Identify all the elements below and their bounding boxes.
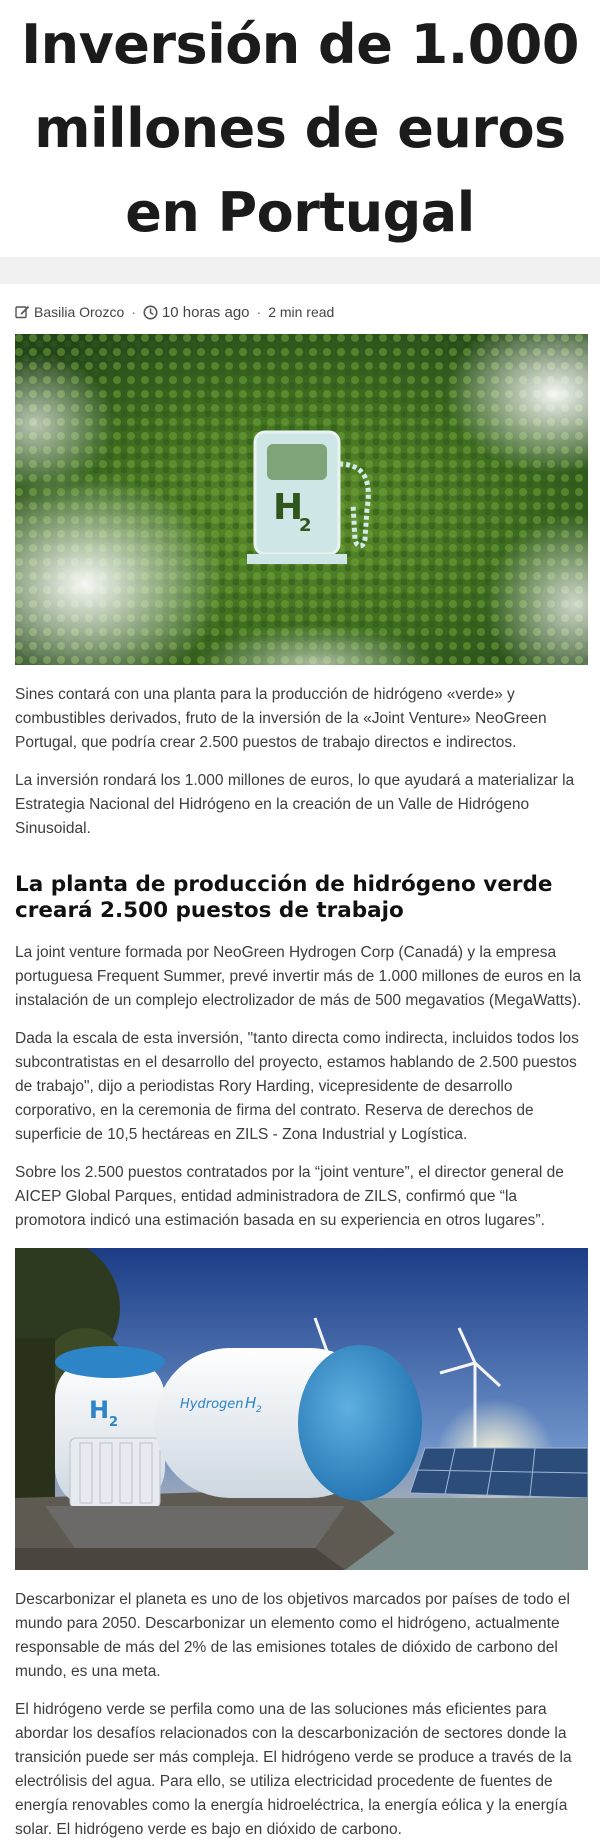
hydrogen-tanks-image	[15, 1248, 588, 1570]
tank-h2-label: H	[89, 1396, 110, 1424]
paragraph: Descarbonizar el planeta es uno de los objetivos marcados por países de todo el mundo para 2050. Descarbonizar un elemento como el hidrógeno, actualmente responsable de más del 2% de las emisiones totales de dióxido de carbono del mundo, es una meta.	[15, 1591, 570, 1680]
paragraph: Dada la escala de esta inversión, "tanto directa como indirecta, incluidos todos los subcontratistas en el desarrollo del proyecto, estamos hablando de 2.500 puestos de trabajo", dijo a periodistas Rory Harding, vicepresidente de desarrollo corporativo, en la ceremonia de firma del contrato. Reserva de derechos de superficie de 10,5 hectáreas en ZILS - Zona Industrial y Logística.	[15, 1030, 579, 1143]
paragraph: El hidrógeno verde se perfila como una de las soluciones más eficientes para abordar los desafíos relacionados con la descarbonización de sectores donde la transición puede ser más compleja. El hidrógeno verde se produce a través de la electrólisis del agua. Para ello, se utiliza electricidad procedente de fuentes de energía renovables como la energía hidroeléctrica, la energía eólica y la energía solar. El hidrógeno verde es bajo en dióxido de carbono.	[15, 1701, 572, 1838]
hydrogen-forest-image	[15, 334, 588, 665]
hero-divider-band	[0, 257, 600, 284]
publish-time: 10 horas ago	[161, 303, 250, 321]
hero-banner	[0, 0, 600, 257]
article-title: Inversión de 1.000 millones de euros en Portugal	[21, 12, 579, 244]
intro-paragraphs	[15, 683, 585, 841]
paragraph: La joint venture formada por NeoGreen Hydrogen Corp (Canadá) y la empresa portuguesa Frequent Summer, prevé invertir más de 1.000 millones de euros en la instalación de un complejo electrolizador de más de 500 megavatios (MegaWatts).	[15, 944, 582, 1009]
article-content	[0, 300, 600, 1842]
paragraph: Sines contará con una planta para la producción de hidrógeno «verde» y combustibles derivados, fruto de la inversión de la «Joint Venture» NeoGreen Portugal, que podría crear 2.500 puestos de trabajo directos e indirectos.	[15, 686, 547, 751]
meta-separator: ·	[131, 304, 136, 320]
meta-separator: ·	[256, 304, 262, 320]
paragraph: Sobre los 2.500 puestos contratados por la “joint venture”, el director general de AICEP Global Parques, entidad administradora de ZILS, confirmó que “la promotora indicó una estimación basada en su experiencia en otros lugares”.	[15, 1164, 564, 1229]
tank-hydrogen-label: Hydrogen	[180, 1397, 244, 1412]
author-link[interactable]: Basilia Orozco	[34, 304, 125, 320]
article-meta	[15, 300, 585, 324]
read-time: 2 min read	[268, 304, 335, 320]
middle-paragraphs	[15, 941, 585, 1233]
svg-text:2: 2	[256, 1405, 262, 1415]
svg-text:H: H	[245, 1394, 257, 1412]
section-subheading: La planta de producción de hidrógeno verde creará 2.500 puestos de trabajo	[15, 872, 553, 923]
paragraph: La inversión rondará los 1.000 millones de euros, lo que ayudará a materializar la Estrategia Nacional del Hidrógeno en la creación de un Valle de Hidrógeno Sinusoidal.	[15, 772, 575, 837]
solar-panels	[410, 1448, 588, 1498]
closing-paragraphs	[15, 1588, 585, 1842]
h2-subscript: 2	[299, 515, 312, 536]
edit-icon	[15, 305, 30, 319]
clock-icon	[143, 305, 158, 320]
svg-text:2: 2	[109, 1415, 119, 1430]
h2-label: H	[273, 487, 304, 528]
